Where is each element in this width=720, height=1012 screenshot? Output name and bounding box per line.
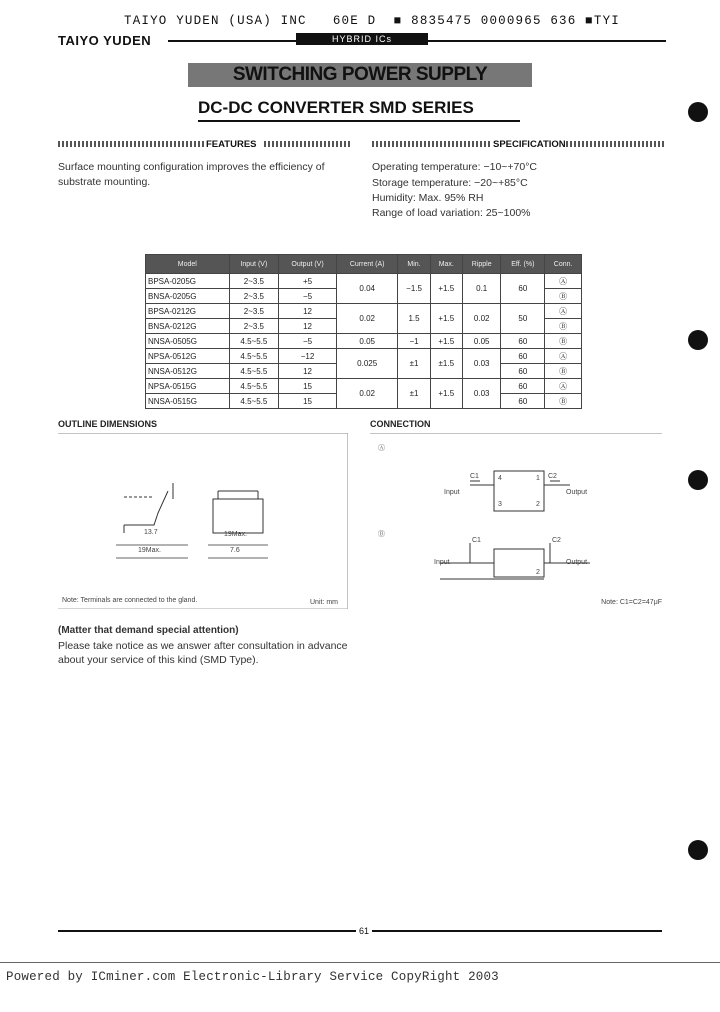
page-subtitle: DC-DC CONVERTER SMD SERIES: [198, 98, 474, 117]
spec-humidity: Humidity: Max. 95% RH: [372, 192, 484, 204]
table-header: Model: [146, 255, 230, 274]
pin-label: 3: [498, 501, 502, 508]
cell-model: BNSA-0212G: [146, 319, 230, 334]
cell-ripple: 0.05: [462, 334, 501, 349]
punch-hole: [688, 102, 708, 122]
c1-label: C1: [470, 473, 479, 480]
cell-input: 2~3.5: [229, 289, 279, 304]
cell-input: 4.5~5.5: [229, 364, 279, 379]
subtitle-rule: [198, 120, 520, 122]
section-dots: [264, 141, 352, 147]
pin-label: 2: [536, 569, 540, 576]
table-header: Input (V): [229, 255, 279, 274]
cell-conn: Ⓐ: [545, 304, 582, 319]
cell-conn: Ⓑ: [545, 394, 582, 409]
cell-conn: Ⓑ: [545, 319, 582, 334]
connection-heading: CONNECTION: [370, 419, 431, 429]
cell-output: −12: [279, 349, 337, 364]
c2-label: C2: [548, 473, 557, 480]
c1-label: C1: [472, 537, 481, 544]
cell-current: 0.02: [336, 379, 397, 409]
table-header: Ripple: [462, 255, 501, 274]
dim-label: 19Max.: [224, 531, 247, 538]
cell-ripple: 0.03: [462, 349, 501, 379]
cell-model: NNSA-0515G: [146, 394, 230, 409]
table-row: [146, 334, 582, 349]
table-header: Eff. (%): [501, 255, 545, 274]
connection-area: [370, 433, 662, 606]
outline-drawing: [58, 433, 348, 609]
features-text: Surface mounting configuration improves the efficiency of substrate mounting.: [58, 161, 325, 188]
table-header: Min.: [398, 255, 430, 274]
cell-current: 0.04: [336, 274, 397, 304]
outline-heading: OUTLINE DIMENSIONS: [58, 419, 158, 429]
output-label: Output: [566, 559, 588, 566]
attention-text: Please take notice as we answer after consultation in advance about your service of this kind (SMD Type).: [58, 640, 348, 666]
table-header: Max.: [430, 255, 462, 274]
footer-credit: Powered by ICminer.com Electronic-Library Service CopyRight 2003: [6, 970, 499, 984]
cell-model: BPSA-0212G: [146, 304, 230, 319]
cell-input: 2~3.5: [229, 304, 279, 319]
cell-eff: 60: [501, 379, 545, 394]
category-badge: HYBRID ICs: [296, 33, 428, 45]
cell-input: 4.5~5.5: [229, 349, 279, 364]
pin-label: 1: [536, 475, 540, 482]
cell-output: −5: [279, 334, 337, 349]
cell-min: −1.5: [398, 274, 430, 304]
model-table: [145, 254, 582, 409]
table-row: [146, 349, 582, 364]
cell-input: 4.5~5.5: [229, 334, 279, 349]
connection-diagram: [370, 433, 662, 603]
cell-current: 0.025: [336, 349, 397, 379]
cell-input: 4.5~5.5: [229, 394, 279, 409]
cell-model: NPSA-0515G: [146, 379, 230, 394]
cell-min: −1: [398, 334, 430, 349]
cell-output: 12: [279, 319, 337, 334]
cell-model: BNSA-0205G: [146, 289, 230, 304]
cell-min: ±1: [398, 379, 430, 409]
attention-heading: (Matter that demand special attention): [58, 625, 239, 636]
pin-label: 2: [536, 501, 540, 508]
cell-conn: Ⓐ: [545, 349, 582, 364]
table-row: [146, 274, 582, 289]
outline-box: [58, 433, 348, 609]
cell-min: 1.5: [398, 304, 430, 334]
punch-hole: [688, 840, 708, 860]
cell-conn: Ⓐ: [545, 379, 582, 394]
spec-load-range: Range of load variation: 25~100%: [372, 207, 531, 219]
cell-max: +1.5: [430, 334, 462, 349]
cell-conn: Ⓑ: [545, 289, 582, 304]
cell-conn: Ⓑ: [545, 364, 582, 379]
cell-output: −5: [279, 289, 337, 304]
spec-operating-temp: Operating temperature: −10~+70°C: [372, 161, 538, 173]
cell-eff: 60: [501, 349, 545, 364]
outline-note: Note: Terminals are connected to the gland.: [62, 597, 198, 604]
cell-model: NNSA-0512G: [146, 364, 230, 379]
table-row: [146, 379, 582, 394]
table-row: [146, 304, 582, 319]
table-header: Output (V): [279, 255, 337, 274]
cell-max: ±1.5: [430, 349, 462, 379]
cell-ripple: 0.03: [462, 379, 501, 409]
cell-eff: 60: [501, 394, 545, 409]
specification-heading: SPECIFICATION: [493, 139, 566, 150]
section-dots: [58, 141, 204, 147]
cell-min: ±1: [398, 349, 430, 379]
circuit-b-label: Ⓑ: [378, 531, 385, 538]
cell-eff: 60: [501, 364, 545, 379]
table-header: Current (A): [336, 255, 397, 274]
spec-storage-temp: Storage temperature: −20~+85°C: [372, 177, 528, 189]
cell-max: +1.5: [430, 274, 462, 304]
cell-input: 4.5~5.5: [229, 379, 279, 394]
cell-ripple: 0.1: [462, 274, 501, 304]
c2-label: C2: [552, 537, 561, 544]
section-dots: [372, 141, 490, 147]
cell-model: NNSA-0505G: [146, 334, 230, 349]
cell-eff: 60: [501, 274, 545, 304]
cell-output: +5: [279, 274, 337, 289]
cell-eff: 50: [501, 304, 545, 334]
punch-hole: [688, 330, 708, 350]
cell-eff: 60: [501, 334, 545, 349]
cell-input: 2~3.5: [229, 274, 279, 289]
output-label: Output: [566, 489, 588, 496]
cell-input: 2~3.5: [229, 319, 279, 334]
page-title: SWITCHING POWER SUPPLY: [188, 63, 532, 87]
input-label: Input: [434, 559, 450, 566]
circuit-a-label: Ⓐ: [378, 445, 385, 452]
section-dots: [566, 141, 666, 147]
header-topline: TAIYO YUDEN (USA) INC 60E D ■ 8835475 0000965 636 ■TYI: [124, 14, 620, 28]
cell-current: 0.05: [336, 334, 397, 349]
connection-note: Note: C1=C2=47μF: [601, 599, 662, 606]
cell-current: 0.02: [336, 304, 397, 334]
page-number: 61: [356, 926, 372, 936]
cell-output: 12: [279, 304, 337, 319]
cell-output: 12: [279, 364, 337, 379]
cell-max: +1.5: [430, 379, 462, 409]
cell-ripple: 0.02: [462, 304, 501, 334]
dim-label: 19Max.: [138, 547, 161, 554]
dim-label: 13.7: [144, 529, 158, 536]
table-header-row: [146, 255, 582, 274]
cell-max: +1.5: [430, 304, 462, 334]
cell-conn: Ⓐ: [545, 274, 582, 289]
punch-hole: [688, 470, 708, 490]
cell-model: NPSA-0512G: [146, 349, 230, 364]
cell-model: BPSA-0205G: [146, 274, 230, 289]
table-header: Conn.: [545, 255, 582, 274]
brand-name: TAIYO YUDEN: [58, 33, 152, 48]
cell-output: 15: [279, 379, 337, 394]
input-label: Input: [444, 489, 460, 496]
cell-conn: Ⓑ: [545, 334, 582, 349]
features-heading: FEATURES: [206, 139, 257, 150]
footer-rule: [0, 962, 720, 963]
unit-label: Unit: mm: [310, 599, 338, 606]
pin-label: 4: [498, 475, 502, 482]
dim-label: 7.6: [230, 547, 240, 554]
cell-output: 15: [279, 394, 337, 409]
